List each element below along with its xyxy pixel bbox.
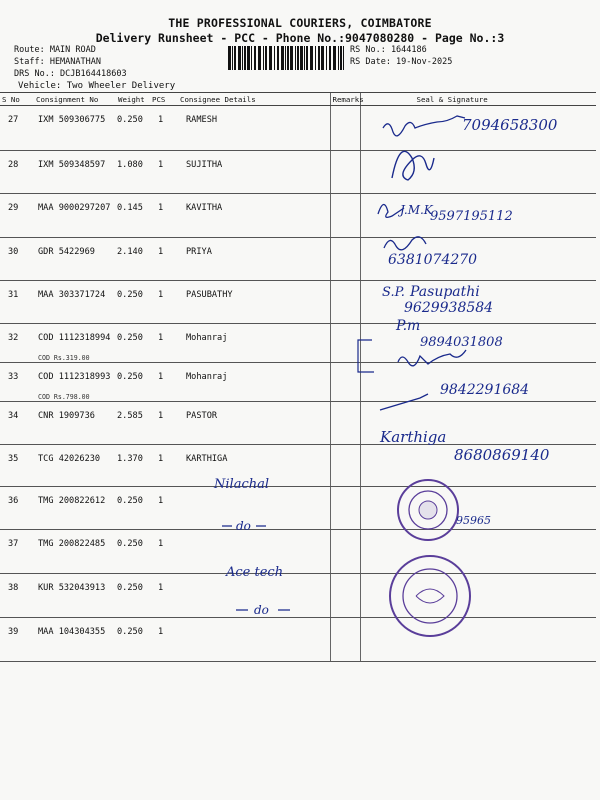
consignee-name: [178, 574, 330, 618]
col-weight: Weight: [116, 93, 150, 106]
row-sno: 37: [0, 530, 34, 574]
remarks-cell: [330, 238, 360, 281]
row-sno: 31: [0, 281, 34, 324]
phone-handwritten: 9894031808: [420, 335, 503, 350]
svg-text:J.M.K: J.M.K: [400, 203, 433, 217]
signature-name: P.m: [396, 318, 421, 334]
table-row: [0, 530, 596, 574]
runsheet-subtitle: Delivery Runsheet - PCC - Phone No.:9047080280 - Page No.:3: [95, 31, 505, 45]
consignment-number: TMG 200822612: [34, 487, 116, 530]
phone-handwritten: 9629938584: [404, 300, 494, 316]
row-sno: 34: [0, 402, 34, 445]
pcs-value: 1: [150, 324, 178, 363]
consignment-number: IXM 509306775: [34, 106, 116, 151]
weight-value: 0.250: [116, 574, 150, 618]
row-sno: 33: [0, 363, 34, 402]
signature-cell: [360, 238, 596, 281]
consignee-name: PASUBATHY: [178, 281, 330, 324]
barcode: [228, 46, 344, 70]
col-signature: Seal & Signature: [360, 93, 596, 106]
consignment-number: MAA 303371724: [34, 281, 116, 324]
consignee-name: KARTHIGA: [178, 445, 330, 487]
pcs-value: 1: [150, 445, 178, 487]
consignee-name: KAVITHA: [178, 194, 330, 238]
consignment-number: CNR 1909736: [34, 402, 116, 445]
weight-value: 0.250: [116, 530, 150, 574]
delivery-table: [0, 92, 596, 662]
pcs-value: 1: [150, 618, 178, 662]
row-sno: 32: [0, 324, 34, 363]
weight-value: 2.140: [116, 238, 150, 281]
signature-cell: [360, 402, 596, 445]
remarks-cell: [330, 106, 360, 151]
pcs-value: 1: [150, 530, 178, 574]
signature-cell: [360, 281, 596, 324]
consignment-number: MAA 9000297207: [34, 194, 116, 238]
signature-cell: [360, 487, 596, 530]
pcs-value: 1: [150, 363, 178, 402]
table-row: [0, 238, 596, 281]
signature-cell: [360, 618, 596, 662]
row-sno: 27: [0, 106, 34, 151]
col-remarks: Remarks: [330, 93, 360, 106]
remarks-cell: [330, 574, 360, 618]
weight-value: 1.080: [116, 151, 150, 194]
remarks-cell: [330, 194, 360, 238]
pcs-value: 1: [150, 238, 178, 281]
remarks-cell: [330, 151, 360, 194]
table-row: [0, 445, 596, 487]
table-row: [0, 402, 596, 445]
stamp-number: 95965: [456, 514, 491, 527]
signature-cell: [360, 363, 596, 402]
cod-amount: COD Rs.798.00: [38, 393, 90, 401]
table-row: [0, 151, 596, 194]
remark-handwritten: do: [254, 603, 269, 617]
rs-date: RS Date: 19-Nov-2025: [350, 57, 453, 67]
remark-handwritten: Ace tech: [226, 565, 284, 580]
weight-value: 0.250: [116, 618, 150, 662]
consignment-number: TMG 200822485: [34, 530, 116, 574]
remarks-cell: [330, 363, 360, 402]
row-sno: 36: [0, 487, 34, 530]
table-row: [0, 618, 596, 662]
consignee-name: PRIYA: [178, 238, 330, 281]
drs-number: DRS No.: DCJB164418603: [14, 69, 127, 79]
consignment-number: IXM 509348597: [34, 151, 116, 194]
table-row: [0, 281, 596, 324]
remarks-cell: [330, 281, 360, 324]
consignment-number: TCG 42026230: [34, 445, 116, 487]
col-consignment: Consignment No: [34, 93, 116, 106]
weight-value: 0.250: [116, 281, 150, 324]
consignee-name: Mohanraj: [178, 363, 330, 402]
cod-amount: COD Rs.319.00: [38, 354, 90, 362]
signature-cell: [360, 106, 596, 151]
signature-cell: [360, 445, 596, 487]
remarks-cell: [330, 324, 360, 363]
pcs-value: 1: [150, 574, 178, 618]
consignee-name: RAMESH: [178, 106, 330, 151]
consignment-number: KUR 532043913: [34, 574, 116, 618]
phone-handwritten: 6381074270: [388, 252, 478, 268]
remarks-cell: [330, 402, 360, 445]
consignee-name: [178, 530, 330, 574]
signature-cell: [360, 574, 596, 618]
weight-value: 2.585: [116, 402, 150, 445]
consignee-name: PASTOR: [178, 402, 330, 445]
table-row: [0, 194, 596, 238]
col-consignee: Consignee Details: [178, 93, 330, 106]
weight-value: 1.370: [116, 445, 150, 487]
row-sno: 35: [0, 445, 34, 487]
phone-handwritten: 9842291684: [440, 382, 530, 398]
phone-handwritten: 9597195112: [430, 209, 513, 224]
col-sno: S No: [0, 93, 34, 106]
pcs-value: 1: [150, 194, 178, 238]
remarks-cell: [330, 618, 360, 662]
row-sno: 38: [0, 574, 34, 618]
svg-text:S.P.: S.P.: [382, 285, 405, 300]
consignee-name: [178, 618, 330, 662]
signature-cell: [360, 194, 596, 238]
signature-name: Karthiga: [380, 428, 447, 446]
row-sno: 30: [0, 238, 34, 281]
weight-value: 0.250: [116, 487, 150, 530]
consignee-name: Mohanraj: [178, 324, 330, 363]
consignee-name: SUJITHA: [178, 151, 330, 194]
phone-handwritten: 7094658300: [462, 116, 558, 134]
signature-cell: [360, 151, 596, 194]
staff-label: Staff: HEMANATHAN: [14, 57, 101, 67]
consignment-number: COD 1112318994 COD Rs.319.00: [34, 324, 116, 363]
col-pcs: PCS: [150, 93, 178, 106]
consignment-number: COD 1112318993 COD Rs.798.00: [34, 363, 116, 402]
company-title: THE PROFESSIONAL COURIERS, COIMBATORE: [168, 16, 432, 30]
table-row: [0, 574, 596, 618]
rs-number: RS No.: 1644186: [350, 45, 427, 55]
pcs-value: 1: [150, 487, 178, 530]
weight-value: 0.250: [116, 106, 150, 151]
pcs-value: 1: [150, 151, 178, 194]
pcs-value: 1: [150, 106, 178, 151]
consignment-number: GDR 5422969: [34, 238, 116, 281]
signature-cell: [360, 324, 596, 363]
signature-name: Pasupathi: [410, 284, 480, 300]
table-header-row: [0, 93, 596, 106]
pcs-value: 1: [150, 281, 178, 324]
remarks-cell: [330, 445, 360, 487]
row-sno: 28: [0, 151, 34, 194]
weight-value: 0.250: [116, 324, 150, 363]
consignee-name: [178, 487, 330, 530]
consignment-number: MAA 104304355: [34, 618, 116, 662]
table-row: [0, 487, 596, 530]
route-label: Route: MAIN ROAD: [14, 45, 96, 55]
remarks-cell: [330, 530, 360, 574]
signature-cell: [360, 530, 596, 574]
pcs-value: 1: [150, 402, 178, 445]
remark-handwritten: Nilachal: [214, 477, 270, 492]
weight-value: 0.250: [116, 363, 150, 402]
row-sno: 29: [0, 194, 34, 238]
table-row: [0, 324, 596, 363]
remarks-cell: [330, 487, 360, 530]
remark-handwritten: do: [236, 519, 251, 533]
table-row: [0, 363, 596, 402]
phone-handwritten: 8680869140: [454, 446, 550, 464]
table-row: [0, 106, 596, 151]
row-sno: 39: [0, 618, 34, 662]
weight-value: 0.145: [116, 194, 150, 238]
vehicle-label: Vehicle: Two Wheeler Delivery: [18, 81, 176, 91]
